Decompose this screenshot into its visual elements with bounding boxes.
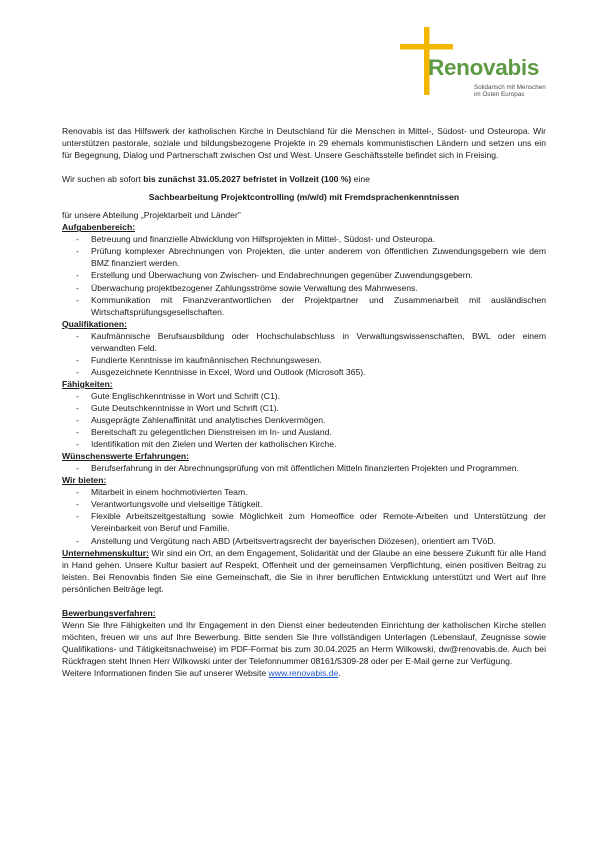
qualifikationen-list xyxy=(62,330,546,378)
faehigkeiten-list xyxy=(62,390,546,450)
list-item: - Ausgeprägte Zahlenaffinität und analytisches Denkvermögen. xyxy=(62,414,546,426)
search-suffix: eine xyxy=(351,174,370,185)
intro-paragraph: Renovabis ist das Hilfswerk der katholischen Kirche in Deutschland für die Menschen in Mittel-, Südost- und Osteuropa. Wir unterstützen pastorale, soziale und bildungsbezogene Projekte in 29 ehemals kommunistischen Ländern und setzen uns ein für Begegnung, Dialog und Partnerschaft zwischen Ost und West. Unsere Geschäftsstelle befindet sich in Freising. xyxy=(62,126,546,161)
logo-wordmark: Renovabis xyxy=(428,55,540,80)
list-item: - Identifikation mit den Zielen und Werten der katholischen Kirche. xyxy=(62,438,546,450)
aufgaben-list xyxy=(62,233,546,317)
list-item: - Gute Deutschkenntnisse in Wort und Schrift (C1). xyxy=(62,402,546,414)
list-item: - Erstellung und Überwachung von Zwischen- und Endabrechnungen gegenüber Zuwendungsgebern. xyxy=(62,269,546,281)
logo-tagline-1: Solidarisch mit Menschen xyxy=(474,84,546,91)
website-prefix: Weitere Informationen finden Sie auf unserer Website xyxy=(62,667,269,678)
renovabis-logo xyxy=(400,27,560,107)
search-prefix: Wir suchen ab sofort xyxy=(62,174,144,185)
section-heading-aufgaben: Aufgabenbereich: xyxy=(62,222,136,233)
bewerbung-paragraph: Wenn Sie Ihre Fähigkeiten und Ihr Engagement in den Dienst einer bedeutenden Einrichtung der katholischen Kirche stellen möchten, freuen wir uns auf Ihre Bewerbung. Bitte senden Sie Ihre vollständigen Unterlagen (Lebenslauf, Zeugnisse sowie Qualifikations- und Tätigkeitsnachweise) im PDF-Format bis zum 30.04.2025 an Herrn Wilkowski, dw@renovabis.de. Auch bei Rückfragen steht Ihnen Herr Wilkowski unter der Telefonnummer 08161/5309-28 oder per E-Mail gerne zur Verfügung. xyxy=(62,619,546,666)
section-heading-kultur: Unternehmenskultur: xyxy=(62,547,149,558)
section-heading-bieten: Wir bieten: xyxy=(62,475,107,486)
kultur-paragraph xyxy=(62,547,546,595)
kultur-text: Wir sind ein Ort, an dem Engagement, Solidarität und der Glaube an eine bessere Zukunft für alle Hand in Hand gehen. Unsere Kultur basiert auf Respekt, Offenheit und der gemeinsamen Verpflichtung, einen positiven Beitrag zu leisten. Bei Renovabis finden Sie eine Gemeinschaft, die Sie in ihrer beruflichen Entwicklung unterstützt und Wert auf Ihre persönlichen Beiträge legt. xyxy=(62,547,546,594)
list-item: - Betreuung und finanzielle Abwicklung von Hilfsprojekten in Mittel-, Südost- und Osteuropa. xyxy=(62,233,546,245)
list-item: - Flexible Arbeitszeitgestaltung sowie Möglichkeit zum Homeoffice oder Remote-Arbeiten und Unterstützung der Vereinbarkeit von Beruf und Familie. xyxy=(62,510,546,534)
website-link[interactable]: www.renovabis.de xyxy=(268,667,339,678)
section-heading-erfahrungen: Wünschenswerte Erfahrungen: xyxy=(62,451,190,462)
job-posting-body xyxy=(62,125,546,679)
list-item: - Gute Englischkenntnisse in Wort und Schrift (C1). xyxy=(62,390,546,402)
website-line xyxy=(62,667,546,679)
job-title: Sachbearbeitung Projektcontrolling (m/w/d) mit Fremdsprachenkenntnissen xyxy=(148,192,460,203)
search-term: bis zunächst 31.05.2027 befristet in Vollzeit (100 %) xyxy=(143,174,352,185)
list-item: - Überwachung projektbezogener Zahlungsströme sowie Verwaltung des Mahnwesens. xyxy=(62,282,546,294)
list-item: - Berufserfahrung in der Abrechnungsprüfung von mit öffentlichen Mitteln finanzierten Projekten und Programmen. xyxy=(62,462,546,474)
list-item: - Kommunikation mit Finanzverantwortlichen der Projektpartner und Zusammenarbeit mit ausländischen Wirtschaftsprüfungsgesellschaften. xyxy=(62,294,546,318)
logo-tagline-2: im Osten Europas xyxy=(474,91,525,98)
list-item: - Anstellung und Vergütung nach ABD (Arbeitsvertragsrecht der bayerischen Diözesen), orientiert am TVöD. xyxy=(62,535,546,547)
list-item: - Kaufmännische Berufsausbildung oder Hochschulabschluss in Verwaltungswissenschaften, BWL oder einem verwandten Feld. xyxy=(62,330,546,354)
section-heading-qualifikationen: Qualifikationen: xyxy=(62,318,127,329)
list-item: - Fundierte Kenntnisse im kaufmännischen Rechnungswesen. xyxy=(62,354,546,366)
section-heading-bewerbung: Bewerbungsverfahren: xyxy=(62,607,156,618)
website-suffix: . xyxy=(338,667,341,678)
department-line: für unsere Abteilung „Projektarbeit und Länder" xyxy=(62,210,241,221)
list-item: - Prüfung komplexer Abrechnungen von Projekten, die unter anderem von öffentlichen Zuwendungsgebern wie dem BMZ finanziert werden. xyxy=(62,245,546,269)
list-item: - Mitarbeit in einem hochmotivierten Team. xyxy=(62,486,546,498)
section-heading-faehigkeiten: Fähigkeiten: xyxy=(62,378,113,389)
search-sentence xyxy=(62,173,546,185)
bieten-list xyxy=(62,486,546,546)
erfahrungen-list xyxy=(62,462,546,474)
list-item: - Verantwortungsvolle und vielseitige Tätigkeit. xyxy=(62,498,546,510)
list-item: - Ausgezeichnete Kenntnisse in Excel, Word und Outlook (Microsoft 365). xyxy=(62,366,546,378)
list-item: - Bereitschaft zu gelegentlichen Dienstreisen im In- und Ausland. xyxy=(62,426,546,438)
